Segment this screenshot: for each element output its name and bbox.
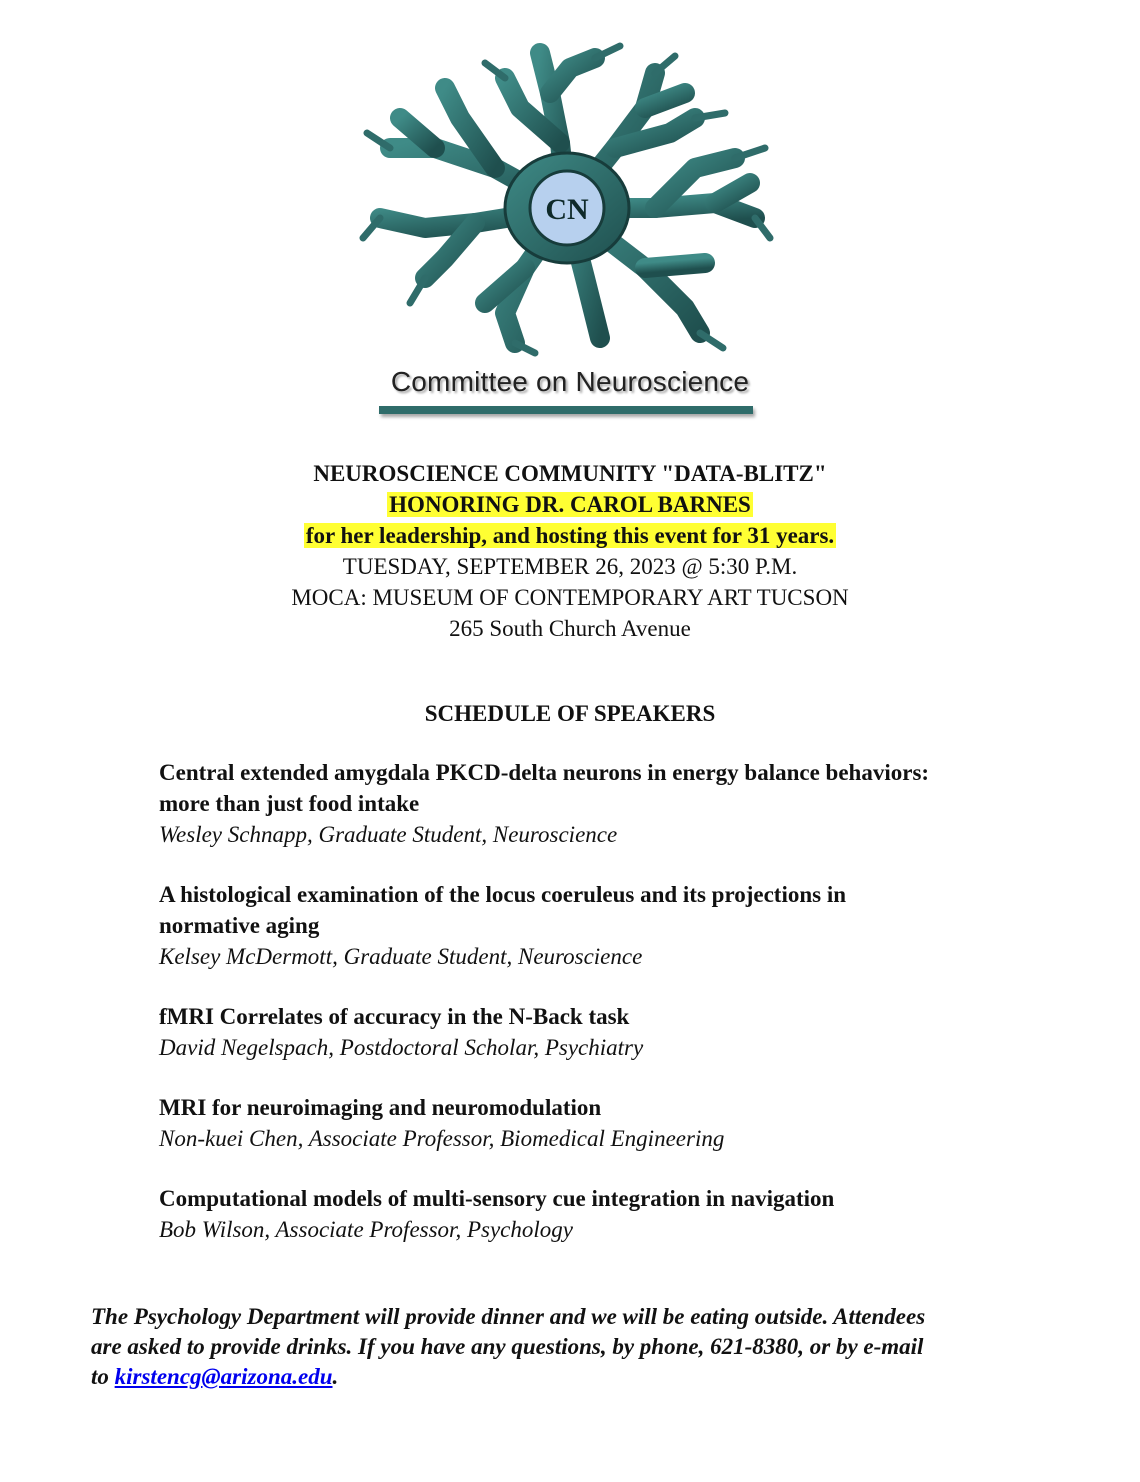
logo-initials: CN [545, 193, 589, 226]
talk-item [159, 879, 1089, 972]
org-underline [379, 406, 753, 414]
talk-list [159, 757, 1089, 1274]
talk-speaker: Kelsey McDermott, Graduate Student, Neuroscience [159, 944, 643, 969]
schedule-heading: SCHEDULE OF SPEAKERS [424, 701, 716, 726]
event-address: 265 South Church Avenue [449, 616, 691, 641]
org-name: Committee on Neuroscience [390, 366, 750, 397]
talk-item [159, 1092, 1089, 1154]
event-date-time: TUESDAY, SEPTEMBER 26, 2023 @ 5:30 P.M. [342, 554, 798, 579]
neuron-logo-icon [355, 38, 775, 358]
talk-title: fMRI Correlates of accuracy in the N-Back task [159, 1004, 630, 1029]
event-title: NEUROSCIENCE COMMUNITY "DATA-BLITZ" [313, 461, 827, 486]
talk-title: Computational models of multi-sensory cue integration in navigation [159, 1186, 835, 1211]
talk-speaker: Bob Wilson, Associate Professor, Psychology [159, 1217, 573, 1242]
talk-item [159, 1183, 1089, 1245]
footer-prefix: to [91, 1364, 115, 1389]
footer-line: are asked to provide drinks. If you have any questions, by phone, 621-8380, or by e-mail [91, 1334, 924, 1359]
talk-item [159, 757, 1089, 850]
footer-line-contact [91, 1362, 1081, 1392]
event-honoring: HONORING DR. CAROL BARNES [389, 492, 751, 517]
event-header [0, 458, 1140, 644]
talk-item [159, 1001, 1089, 1063]
talk-title: A histological examination of the locus coeruleus and its projections in [159, 882, 847, 907]
talk-speaker: Wesley Schnapp, Graduate Student, Neuroscience [159, 822, 618, 847]
talk-speaker: Non-kuei Chen, Associate Professor, Biomedical Engineering [159, 1126, 725, 1151]
committee-logo [355, 38, 775, 358]
talk-speaker: David Negelspach, Postdoctoral Scholar, Psychiatry [159, 1035, 644, 1060]
email-link[interactable]: kirstencg@arizona.edu [114, 1364, 333, 1389]
event-tribute: for her leadership, and hosting this event for 31 years. [305, 523, 835, 548]
talk-title: more than just food intake [159, 791, 420, 816]
talk-title: Central extended amygdala PKCD-delta neurons in energy balance behaviors: [159, 760, 930, 785]
talk-title: normative aging [159, 913, 320, 938]
footer-note [91, 1302, 1081, 1392]
footer-suffix: . [332, 1364, 339, 1389]
talk-title: MRI for neuroimaging and neuromodulation [159, 1095, 602, 1120]
footer-line: The Psychology Department will provide dinner and we will be eating outside. Attendees [91, 1304, 926, 1329]
event-venue: MOCA: MUSEUM OF CONTEMPORARY ART TUCSON [291, 585, 849, 610]
